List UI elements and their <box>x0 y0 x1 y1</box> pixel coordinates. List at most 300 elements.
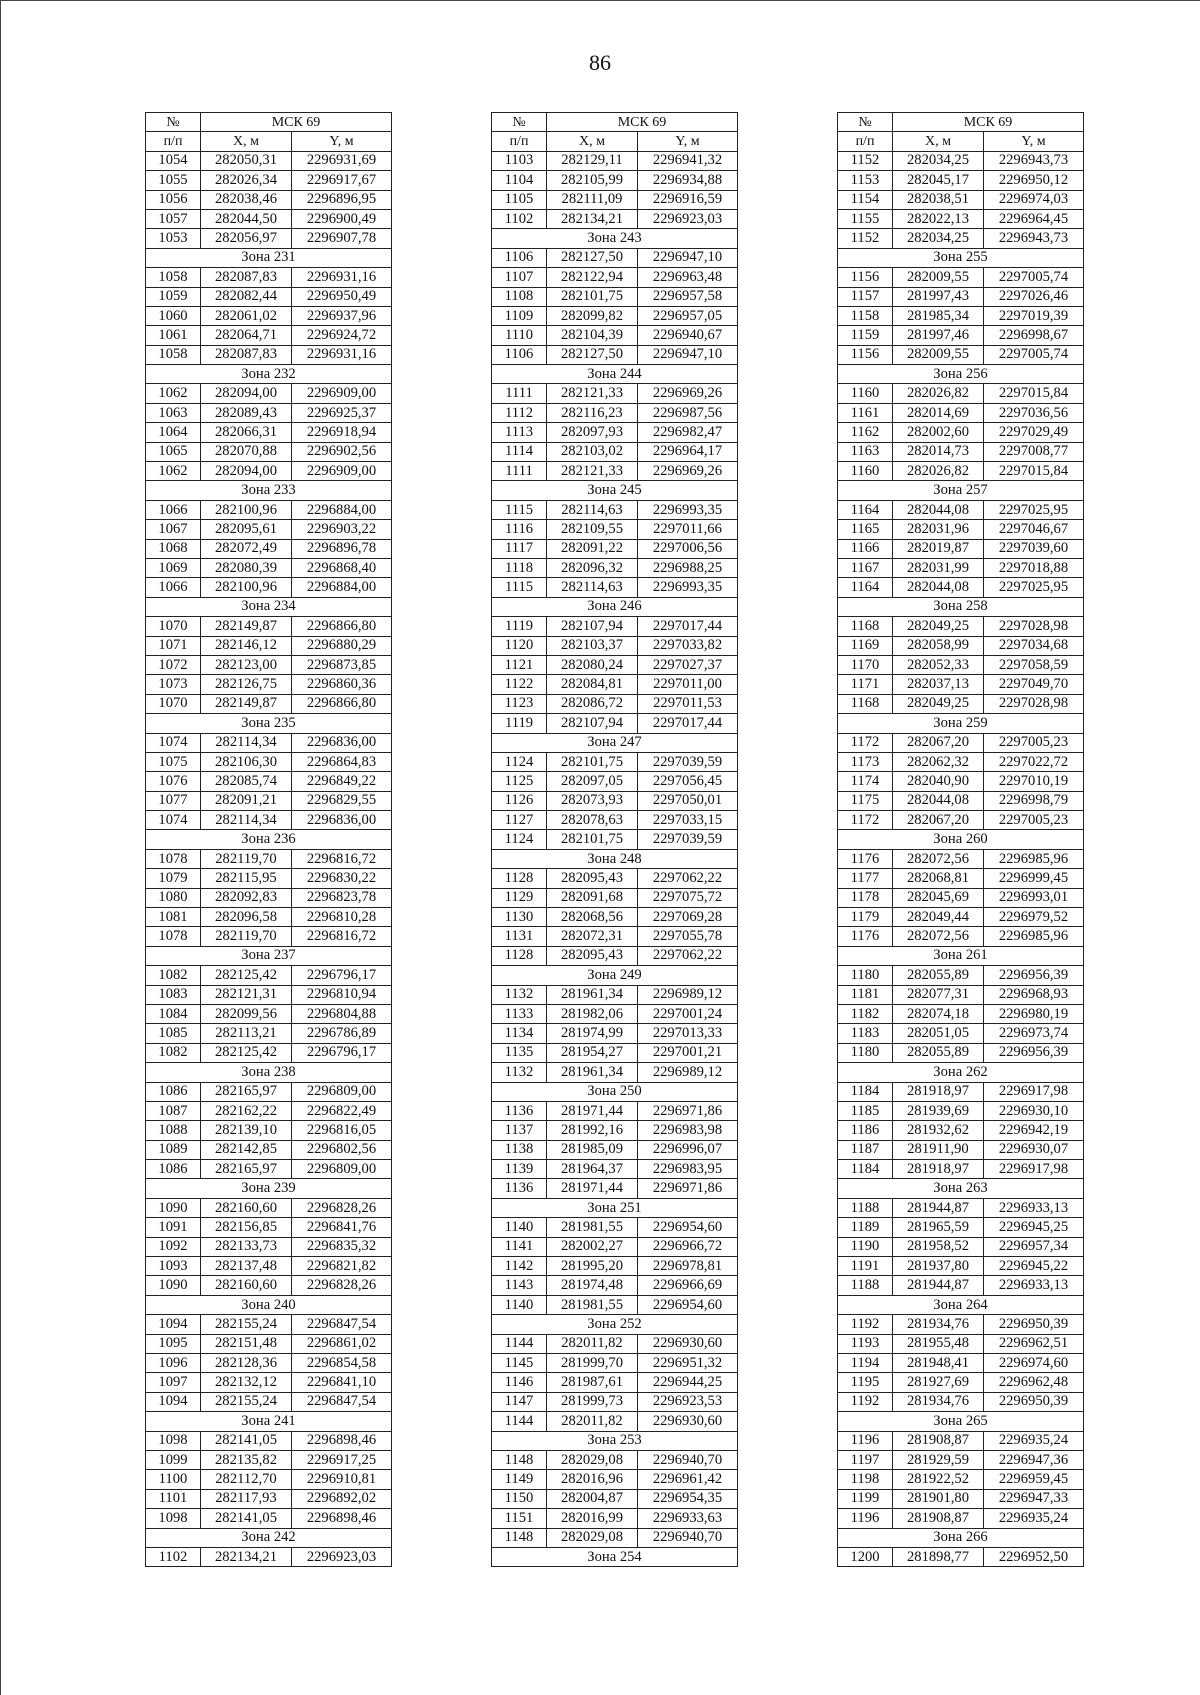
table-row <box>492 171 738 190</box>
point-number: 1158 <box>838 306 893 325</box>
zone-label: Зона 252 <box>492 1315 738 1334</box>
x-coordinate: 281964,37 <box>547 1160 638 1179</box>
point-number: 1102 <box>146 1547 201 1566</box>
y-coordinate: 2297075,72 <box>638 888 738 907</box>
y-coordinate: 2296988,25 <box>638 558 738 577</box>
table-row <box>838 539 1084 558</box>
point-number: 1092 <box>146 1237 201 1256</box>
y-coordinate: 2297062,22 <box>638 869 738 888</box>
x-coordinate: 282096,32 <box>547 558 638 577</box>
zone-label: Зона 247 <box>492 733 738 752</box>
table-row <box>146 1004 392 1023</box>
y-coordinate: 2296973,74 <box>984 1024 1084 1043</box>
y-coordinate: 2296969,26 <box>638 384 738 403</box>
table-row <box>146 1043 392 1062</box>
point-number: 1101 <box>146 1489 201 1508</box>
y-coordinate: 2296998,67 <box>984 326 1084 345</box>
point-number: 1148 <box>492 1528 547 1547</box>
y-coordinate: 2297018,88 <box>984 558 1084 577</box>
header-x: X, м <box>201 132 292 151</box>
point-number: 1156 <box>838 268 893 287</box>
y-coordinate: 2296918,94 <box>292 423 392 442</box>
table-row <box>838 520 1084 539</box>
table-row <box>146 190 392 209</box>
table-row <box>146 849 392 868</box>
point-number: 1086 <box>146 1160 201 1179</box>
table-row <box>492 1004 738 1023</box>
table-row <box>492 1276 738 1295</box>
table-row <box>492 248 738 267</box>
zone-row <box>838 1295 1084 1314</box>
zone-label: Зона 236 <box>146 830 392 849</box>
table-row <box>838 1121 1084 1140</box>
table-row <box>838 1392 1084 1411</box>
table-row <box>492 1140 738 1159</box>
table-row <box>492 1237 738 1256</box>
table-row <box>492 384 738 403</box>
point-number: 1054 <box>146 151 201 170</box>
table-row <box>146 578 392 597</box>
point-number: 1196 <box>838 1509 893 1528</box>
y-coordinate: 2296956,39 <box>984 966 1084 985</box>
y-coordinate: 2297006,56 <box>638 539 738 558</box>
x-coordinate: 282101,75 <box>547 830 638 849</box>
point-number: 1176 <box>838 927 893 946</box>
table-row <box>838 1470 1084 1489</box>
y-coordinate: 2297005,74 <box>984 345 1084 364</box>
x-coordinate: 282022,13 <box>893 209 984 228</box>
x-coordinate: 282117,93 <box>201 1489 292 1508</box>
y-coordinate: 2296957,34 <box>984 1237 1084 1256</box>
table-row <box>838 151 1084 170</box>
table-row <box>146 1334 392 1353</box>
x-coordinate: 281985,34 <box>893 306 984 325</box>
zone-row <box>146 830 392 849</box>
table-row <box>146 1082 392 1101</box>
y-coordinate: 2296947,10 <box>638 345 738 364</box>
zone-row <box>146 946 392 965</box>
table-row <box>146 1354 392 1373</box>
x-coordinate: 282107,94 <box>547 714 638 733</box>
y-coordinate: 2296933,13 <box>984 1198 1084 1217</box>
table-row <box>838 209 1084 228</box>
y-coordinate: 2296804,88 <box>292 1004 392 1023</box>
x-coordinate: 282016,99 <box>547 1509 638 1528</box>
table-row <box>492 1509 738 1528</box>
point-number: 1164 <box>838 500 893 519</box>
header-y: Y, м <box>984 132 1084 151</box>
zone-row <box>838 1412 1084 1431</box>
zone-label: Зона 232 <box>146 365 392 384</box>
point-number: 1105 <box>492 190 547 209</box>
zone-row <box>838 830 1084 849</box>
table-row <box>838 1354 1084 1373</box>
point-number: 1168 <box>838 617 893 636</box>
x-coordinate: 282114,34 <box>201 733 292 752</box>
y-coordinate: 2296954,35 <box>638 1489 738 1508</box>
y-coordinate: 2296873,85 <box>292 655 392 674</box>
table-row <box>146 1276 392 1295</box>
table-row <box>492 190 738 209</box>
y-coordinate: 2296841,10 <box>292 1373 392 1392</box>
point-number: 1120 <box>492 636 547 655</box>
table-row <box>838 675 1084 694</box>
y-coordinate: 2296963,48 <box>638 268 738 287</box>
table-row <box>838 326 1084 345</box>
point-number: 1173 <box>838 752 893 771</box>
point-number: 1193 <box>838 1334 893 1353</box>
header-y: Y, м <box>292 132 392 151</box>
point-number: 1111 <box>492 462 547 481</box>
y-coordinate: 2296910,81 <box>292 1470 392 1489</box>
y-coordinate: 2296947,33 <box>984 1489 1084 1508</box>
point-number: 1065 <box>146 442 201 461</box>
y-coordinate: 2296940,67 <box>638 326 738 345</box>
x-coordinate: 281937,80 <box>893 1257 984 1276</box>
y-coordinate: 2296786,89 <box>292 1024 392 1043</box>
header-pp: п/п <box>146 132 201 151</box>
x-coordinate: 281985,09 <box>547 1140 638 1159</box>
x-coordinate: 282073,93 <box>547 791 638 810</box>
x-coordinate: 282125,42 <box>201 966 292 985</box>
table-row <box>838 927 1084 946</box>
x-coordinate: 282086,72 <box>547 694 638 713</box>
y-coordinate: 2296917,98 <box>984 1160 1084 1179</box>
x-coordinate: 282112,70 <box>201 1470 292 1489</box>
x-coordinate: 282070,88 <box>201 442 292 461</box>
x-coordinate: 282019,87 <box>893 539 984 558</box>
header-pp: п/п <box>838 132 893 151</box>
table-row <box>492 869 738 888</box>
point-number: 1184 <box>838 1082 893 1101</box>
table-row <box>146 869 392 888</box>
zone-label: Зона 265 <box>838 1412 1084 1431</box>
y-coordinate: 2296931,16 <box>292 345 392 364</box>
x-coordinate: 282114,34 <box>201 811 292 830</box>
x-coordinate: 282151,48 <box>201 1334 292 1353</box>
table-row <box>146 384 392 403</box>
y-coordinate: 2296892,02 <box>292 1489 392 1508</box>
zone-label: Зона 259 <box>838 714 1084 733</box>
zone-label: Зона 246 <box>492 597 738 616</box>
x-coordinate: 282165,97 <box>201 1160 292 1179</box>
table-row <box>146 1431 392 1450</box>
table-row <box>492 1470 738 1489</box>
table-row <box>492 151 738 170</box>
point-number: 1154 <box>838 190 893 209</box>
y-coordinate: 2296884,00 <box>292 500 392 519</box>
point-number: 1141 <box>492 1237 547 1256</box>
zone-label: Зона 239 <box>146 1179 392 1198</box>
x-coordinate: 282009,55 <box>893 345 984 364</box>
point-number: 1085 <box>146 1024 201 1043</box>
x-coordinate: 281958,52 <box>893 1237 984 1256</box>
point-number: 1198 <box>838 1470 893 1489</box>
table-row <box>838 1043 1084 1062</box>
y-coordinate: 2296966,69 <box>638 1276 738 1295</box>
point-number: 1179 <box>838 908 893 927</box>
y-coordinate: 2297039,60 <box>984 539 1084 558</box>
table-row <box>492 1179 738 1198</box>
point-number: 1197 <box>838 1450 893 1469</box>
x-coordinate: 282129,11 <box>547 151 638 170</box>
table-row <box>838 306 1084 325</box>
y-coordinate: 2296989,12 <box>638 985 738 1004</box>
table-row <box>838 811 1084 830</box>
table-row <box>146 306 392 325</box>
point-number: 1125 <box>492 772 547 791</box>
point-number: 1082 <box>146 1043 201 1062</box>
y-coordinate: 2297005,23 <box>984 811 1084 830</box>
table-row <box>838 1373 1084 1392</box>
y-coordinate: 2296847,54 <box>292 1315 392 1334</box>
table-row <box>492 209 738 228</box>
table-row <box>146 927 392 946</box>
point-number: 1083 <box>146 985 201 1004</box>
y-coordinate: 2296923,03 <box>638 209 738 228</box>
table-row <box>146 733 392 752</box>
point-number: 1130 <box>492 908 547 927</box>
x-coordinate: 281934,76 <box>893 1392 984 1411</box>
y-coordinate: 2296996,07 <box>638 1140 738 1159</box>
table-row <box>492 1257 738 1276</box>
table-row <box>838 733 1084 752</box>
y-coordinate: 2297005,74 <box>984 268 1084 287</box>
y-coordinate: 2296983,98 <box>638 1121 738 1140</box>
point-number: 1100 <box>146 1470 201 1489</box>
point-number: 1183 <box>838 1024 893 1043</box>
y-coordinate: 2296923,03 <box>292 1547 392 1566</box>
table-row <box>838 869 1084 888</box>
point-number: 1079 <box>146 869 201 888</box>
x-coordinate: 281997,43 <box>893 287 984 306</box>
table-row <box>838 1140 1084 1159</box>
y-coordinate: 2296985,96 <box>984 849 1084 868</box>
table-row <box>838 345 1084 364</box>
point-number: 1071 <box>146 636 201 655</box>
x-coordinate: 282149,87 <box>201 617 292 636</box>
x-coordinate: 281971,44 <box>547 1179 638 1198</box>
zone-label: Зона 250 <box>492 1082 738 1101</box>
y-coordinate: 2296796,17 <box>292 1043 392 1062</box>
y-coordinate: 2296951,32 <box>638 1354 738 1373</box>
y-coordinate: 2296974,03 <box>984 190 1084 209</box>
point-number: 1074 <box>146 811 201 830</box>
y-coordinate: 2296950,39 <box>984 1392 1084 1411</box>
table-row <box>838 888 1084 907</box>
coordinates-table-1 <box>145 112 392 1567</box>
y-coordinate: 2296993,35 <box>638 500 738 519</box>
x-coordinate: 282135,82 <box>201 1450 292 1469</box>
table-row <box>146 1140 392 1159</box>
table-row <box>146 345 392 364</box>
point-number: 1128 <box>492 946 547 965</box>
y-coordinate: 2297039,59 <box>638 830 738 849</box>
y-coordinate: 2297011,53 <box>638 694 738 713</box>
x-coordinate: 282049,44 <box>893 908 984 927</box>
point-number: 1057 <box>146 209 201 228</box>
point-number: 1138 <box>492 1140 547 1159</box>
x-coordinate: 282097,93 <box>547 423 638 442</box>
x-coordinate: 282119,70 <box>201 927 292 946</box>
x-coordinate: 282087,83 <box>201 345 292 364</box>
table-row <box>146 1315 392 1334</box>
y-coordinate: 2297069,28 <box>638 908 738 927</box>
table-row <box>838 1547 1084 1566</box>
table-row <box>492 403 738 422</box>
table-row <box>838 500 1084 519</box>
y-coordinate: 2296978,81 <box>638 1257 738 1276</box>
zone-label: Зона 258 <box>838 597 1084 616</box>
x-coordinate: 282050,31 <box>201 151 292 170</box>
table-row <box>838 287 1084 306</box>
table-row <box>146 287 392 306</box>
table-row <box>492 830 738 849</box>
y-coordinate: 2296809,00 <box>292 1160 392 1179</box>
y-coordinate: 2296993,01 <box>984 888 1084 907</box>
point-number: 1064 <box>146 423 201 442</box>
x-coordinate: 282105,99 <box>547 171 638 190</box>
point-number: 1061 <box>146 326 201 345</box>
x-coordinate: 282133,73 <box>201 1237 292 1256</box>
table-row <box>146 326 392 345</box>
point-number: 1167 <box>838 558 893 577</box>
y-coordinate: 2297028,98 <box>984 694 1084 713</box>
x-coordinate: 281995,20 <box>547 1257 638 1276</box>
table-row <box>838 1101 1084 1120</box>
x-coordinate: 282114,63 <box>547 500 638 519</box>
y-coordinate: 2296971,86 <box>638 1179 738 1198</box>
y-coordinate: 2296836,00 <box>292 733 392 752</box>
table-row <box>492 617 738 636</box>
point-number: 1078 <box>146 927 201 946</box>
x-coordinate: 282080,39 <box>201 558 292 577</box>
x-coordinate: 282128,36 <box>201 1354 292 1373</box>
table-row <box>492 1528 738 1547</box>
point-number: 1068 <box>146 539 201 558</box>
zone-row <box>492 733 738 752</box>
header-pp: п/п <box>492 132 547 151</box>
table-row <box>492 946 738 965</box>
x-coordinate: 282115,95 <box>201 869 292 888</box>
header-num: № <box>838 113 893 132</box>
table-row <box>146 1509 392 1528</box>
point-number: 1086 <box>146 1082 201 1101</box>
point-number: 1161 <box>838 403 893 422</box>
point-number: 1188 <box>838 1198 893 1217</box>
x-coordinate: 282096,58 <box>201 908 292 927</box>
y-coordinate: 2297010,19 <box>984 772 1084 791</box>
zone-row <box>492 1082 738 1101</box>
x-coordinate: 282156,85 <box>201 1218 292 1237</box>
y-coordinate: 2296940,70 <box>638 1450 738 1469</box>
y-coordinate: 2296902,56 <box>292 442 392 461</box>
point-number: 1108 <box>492 287 547 306</box>
y-coordinate: 2296923,53 <box>638 1392 738 1411</box>
x-coordinate: 282142,85 <box>201 1140 292 1159</box>
x-coordinate: 282095,43 <box>547 946 638 965</box>
y-coordinate: 2296930,60 <box>638 1334 738 1353</box>
table-row <box>492 675 738 694</box>
point-number: 1063 <box>146 403 201 422</box>
x-coordinate: 281955,48 <box>893 1334 984 1353</box>
table-row <box>492 772 738 791</box>
point-number: 1123 <box>492 694 547 713</box>
x-coordinate: 282121,33 <box>547 384 638 403</box>
y-coordinate: 2296944,25 <box>638 1373 738 1392</box>
x-coordinate: 282092,83 <box>201 888 292 907</box>
y-coordinate: 2296841,76 <box>292 1218 392 1237</box>
table-row <box>838 423 1084 442</box>
point-number: 1180 <box>838 1043 893 1062</box>
x-coordinate: 282141,05 <box>201 1509 292 1528</box>
x-coordinate: 282064,71 <box>201 326 292 345</box>
table-row <box>838 1237 1084 1256</box>
y-coordinate: 2296930,07 <box>984 1140 1084 1159</box>
point-number: 1066 <box>146 500 201 519</box>
zone-row <box>492 1315 738 1334</box>
header-x: X, м <box>893 132 984 151</box>
point-number: 1076 <box>146 772 201 791</box>
x-coordinate: 281927,69 <box>893 1373 984 1392</box>
x-coordinate: 282134,21 <box>547 209 638 228</box>
zone-label: Зона 243 <box>492 229 738 248</box>
point-number: 1171 <box>838 675 893 694</box>
x-coordinate: 281999,73 <box>547 1392 638 1411</box>
x-coordinate: 282087,83 <box>201 268 292 287</box>
x-coordinate: 282072,31 <box>547 927 638 946</box>
y-coordinate: 2296903,22 <box>292 520 392 539</box>
point-number: 1175 <box>838 791 893 810</box>
table-row <box>838 1004 1084 1023</box>
table-row <box>146 462 392 481</box>
point-number: 1132 <box>492 1063 547 1082</box>
point-number: 1133 <box>492 1004 547 1023</box>
point-number: 1118 <box>492 558 547 577</box>
x-coordinate: 281901,80 <box>893 1489 984 1508</box>
x-coordinate: 282055,89 <box>893 966 984 985</box>
table-row <box>492 1334 738 1353</box>
table-row <box>492 636 738 655</box>
x-coordinate: 282149,87 <box>201 694 292 713</box>
table-row <box>838 1334 1084 1353</box>
y-coordinate: 2297056,45 <box>638 772 738 791</box>
point-number: 1164 <box>838 578 893 597</box>
y-coordinate: 2296987,56 <box>638 403 738 422</box>
zone-row <box>492 966 738 985</box>
table-row <box>492 345 738 364</box>
zone-label: Зона 234 <box>146 597 392 616</box>
point-number: 1178 <box>838 888 893 907</box>
y-coordinate: 2296952,50 <box>984 1547 1084 1566</box>
zone-label: Зона 256 <box>838 365 1084 384</box>
y-coordinate: 2296898,46 <box>292 1431 392 1450</box>
table-row <box>838 655 1084 674</box>
table-row <box>492 752 738 771</box>
table-row <box>838 849 1084 868</box>
point-number: 1066 <box>146 578 201 597</box>
table-row <box>492 1412 738 1431</box>
zone-row <box>838 248 1084 267</box>
y-coordinate: 2296898,46 <box>292 1509 392 1528</box>
x-coordinate: 281944,87 <box>893 1276 984 1295</box>
table-row <box>492 1101 738 1120</box>
x-coordinate: 282127,50 <box>547 248 638 267</box>
point-number: 1106 <box>492 248 547 267</box>
point-number: 1091 <box>146 1218 201 1237</box>
zone-row <box>492 849 738 868</box>
point-number: 1186 <box>838 1121 893 1140</box>
